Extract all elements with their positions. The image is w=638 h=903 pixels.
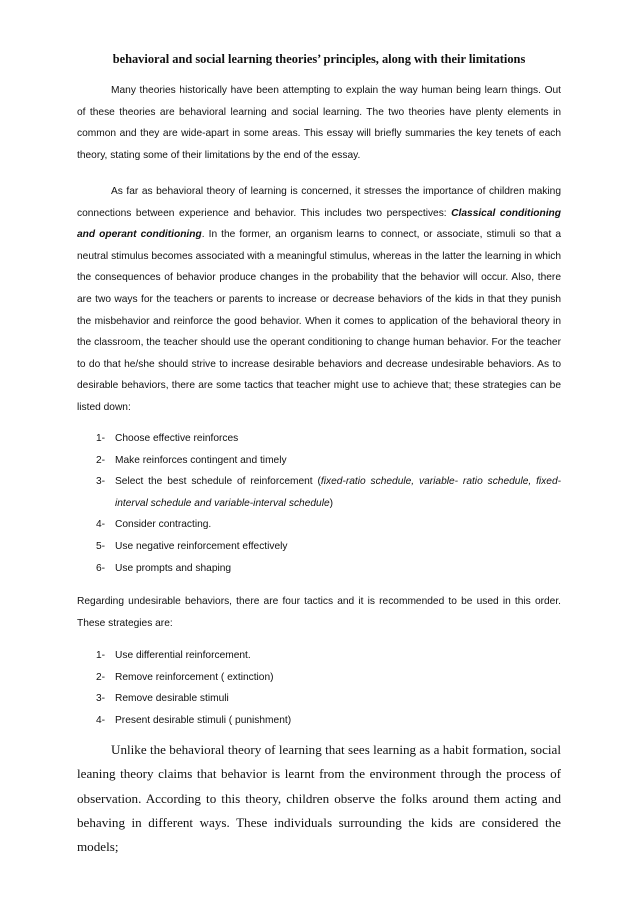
- list-number: 5-: [96, 540, 106, 552]
- paragraph-text: . In the former, an organism learns to connect, or associate, stimuli so that a neutral stimulus becomes associated with a meaningful stimulus, whereas in the latter the learning in which the consequences of behavior produce changes in the probability that the behavior will occur. Also, there are two ways for the teachers or parents to increase or decrease behaviors of the kids in that they punish the misbehavior and reinforce the good behavior. When it comes to application of the behavioral theory in the classroom, the teacher should use the operant conditioning to change human behavior. For the teacher to do that he/she should strive to increase desirable behaviors and decrease undesirable behaviors. As to desirable behaviors, there are some tactics that teacher might use to achieve that; these strategies can be listed down:: [77, 229, 561, 413]
- paragraph-undesirable: Regarding undesirable behaviors, there are four tactics and it is recommended to be used in this order. These strategies are:: [77, 596, 561, 629]
- list-text: Use prompts and shaping: [115, 562, 232, 574]
- list-item: [96, 645, 561, 667]
- list-number: 3-: [96, 693, 106, 705]
- list-number: 4-: [96, 714, 106, 726]
- list-item: [96, 536, 561, 558]
- list-text: Choose effective reinforces: [115, 433, 239, 444]
- emphasis-text: Classical conditioning and operant conditioning: [77, 207, 561, 241]
- paragraph-behavioral-theory: [77, 181, 561, 419]
- list-text-italic: fixed-ratio schedule, variable- ratio schedule, fixed-interval schedule and variable-interval schedule: [115, 476, 561, 509]
- paragraph-intro: Many theories historically have been attempting to explain the way human being learn things. Out of these theories are behavioral learning and social learning. The two theories have plenty elements in common and they are wide-apart in some areas. This essay will briefly summaries the key tenets of each theory, stating some of their limitations by the end of the essay.: [77, 85, 561, 161]
- list-number: 6-: [96, 562, 106, 574]
- list-item: [96, 450, 561, 472]
- list-text: [115, 471, 561, 514]
- list-item: [96, 471, 561, 514]
- list-text: Consider contracting.: [115, 519, 212, 531]
- list-item: [96, 428, 561, 450]
- list-number: 1-: [96, 650, 106, 661]
- paragraph-text: As far as behavioral theory of learning is concerned, it stresses the importance of children making connections between experience and behavior. This includes two perspectives:: [77, 186, 561, 219]
- paragraph-social-learning: Unlike the behavioral theory of learning that sees learning as a habit formation, social leaning theory claims that behavior is learnt from the environment through the process of observation. According to this theory, children observe the folks around them acting and behaving in different ways. These individuals surrounding the kids are considered the models;: [77, 742, 561, 855]
- list-text: Remove desirable stimuli: [115, 693, 229, 705]
- list-text: Present desirable stimuli ( punishment): [115, 714, 292, 726]
- list-item: [96, 710, 561, 732]
- list-item: [96, 558, 561, 580]
- list-text-start: Select the best schedule of reinforcement (: [115, 476, 321, 488]
- list-text: Use differential reinforcement.: [115, 650, 251, 661]
- list-item: [96, 667, 561, 689]
- list-number: 2-: [96, 671, 106, 683]
- list-item: [96, 688, 561, 710]
- undesirable-behavior-list: [96, 645, 561, 731]
- list-number: 4-: [96, 519, 106, 531]
- list-text: Use negative reinforcement effectively: [115, 540, 288, 552]
- list-text: Remove reinforcement ( extinction): [115, 671, 274, 683]
- list-number: 1-: [96, 433, 106, 444]
- list-number: 2-: [96, 454, 106, 466]
- list-text: Make reinforces contingent and timely: [115, 454, 287, 466]
- list-text-tail: ): [329, 497, 334, 509]
- desirable-behavior-list: [96, 428, 561, 579]
- list-item: [96, 514, 561, 536]
- list-number: 3-: [96, 476, 106, 488]
- document-title: behavioral and social learning theories’ principles, along with their limitations: [112, 52, 526, 66]
